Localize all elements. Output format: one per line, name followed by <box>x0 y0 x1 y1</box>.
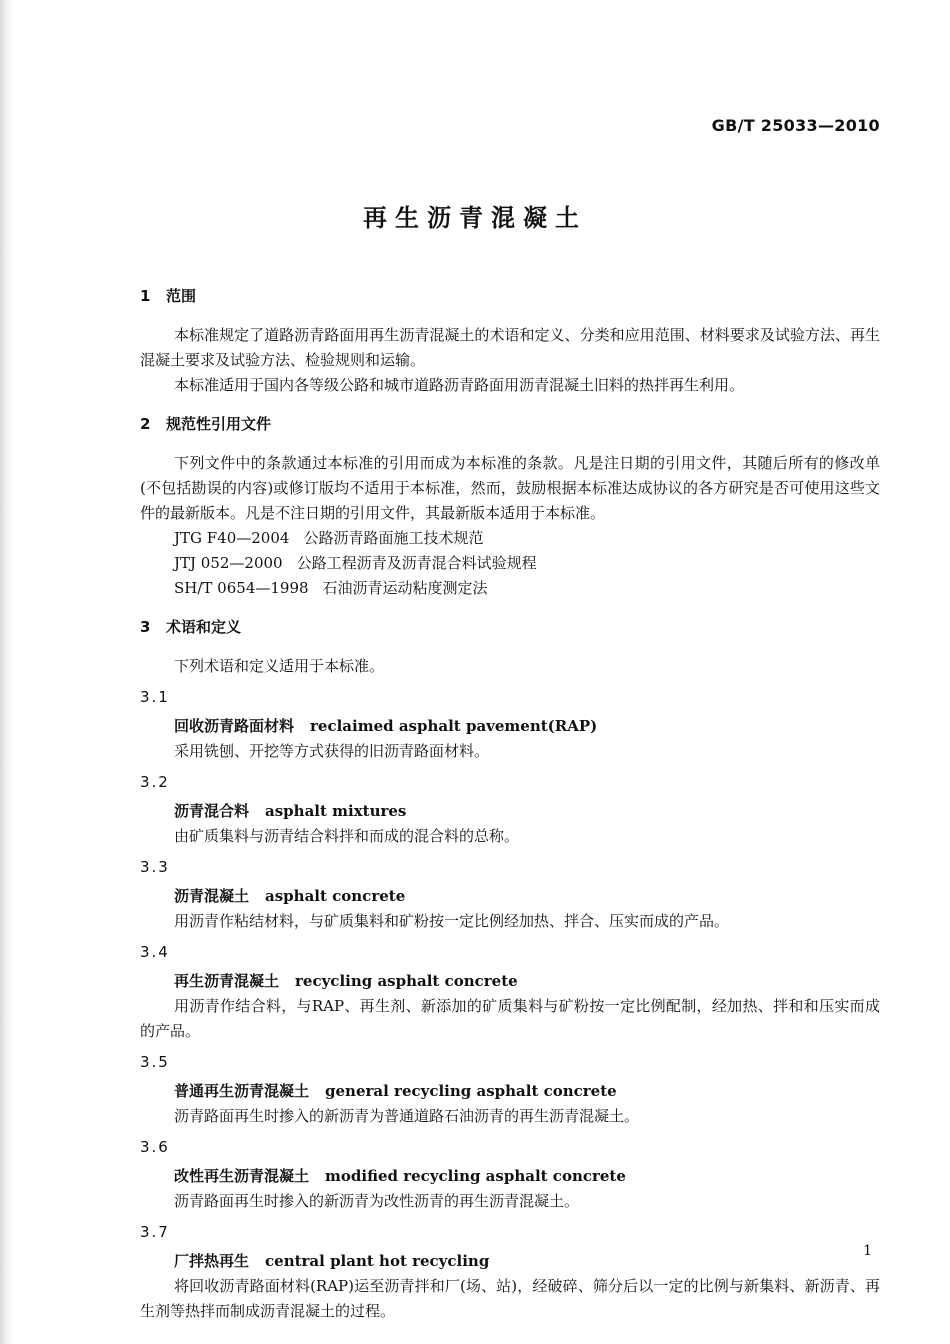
reference-name: 公路工程沥青及沥青混合料试验规程 <box>296 554 537 572</box>
section-1-heading <box>140 284 880 309</box>
term-name-en: asphalt mixtures <box>265 802 407 820</box>
term-name <box>140 884 880 909</box>
reference-item <box>140 551 880 576</box>
term-definition: 采用铣刨、开挖等方式获得的旧沥青路面材料。 <box>174 742 490 760</box>
term-number: 3.7 <box>140 1223 170 1241</box>
term-name <box>140 799 880 824</box>
term-number: 3.4 <box>140 943 170 961</box>
term-name-en: recycling asphalt concrete <box>295 972 518 990</box>
section-number: 1 <box>140 287 151 305</box>
term-name-en: reclaimed asphalt pavement(RAP) <box>310 717 598 735</box>
term-definition: 用沥青作粘结材料，与矿质集料和矿粉按一定比例经加热、拌合、压实而成的产品。 <box>174 912 730 930</box>
term-definition: 沥青路面再生时掺入的新沥青为普通道路石油沥青的再生沥青混凝土。 <box>174 1107 640 1125</box>
term-name-cn: 回收沥青路面材料 <box>174 717 295 735</box>
paragraph: 下列术语和定义适用于本标准。 <box>174 657 385 675</box>
term-name-cn: 改性再生沥青混凝土 <box>174 1167 310 1185</box>
document-body <box>140 270 880 1324</box>
section-3-heading <box>140 615 880 640</box>
term-name <box>140 1079 880 1104</box>
term-number: 3.3 <box>140 858 170 876</box>
term-name <box>140 969 880 994</box>
term-number: 3.5 <box>140 1053 170 1071</box>
term-name-cn: 沥青混合料 <box>174 802 250 820</box>
term-definition: 沥青路面再生时掺入的新沥青为改性沥青的再生沥青混凝土。 <box>174 1192 580 1210</box>
term-definition: 将回收沥青路面材料(RAP)运至沥青拌和厂(场、站)，经破碎、筛分后以一定的比例与新集料、新沥青、再生剂等热拌而制成沥青混凝土的过程。 <box>140 1277 880 1320</box>
term-name-en: asphalt concrete <box>265 887 406 905</box>
term-number: 3.2 <box>140 773 170 791</box>
section-title: 术语和定义 <box>166 618 242 636</box>
section-title: 规范性引用文件 <box>166 415 272 433</box>
term-name-en: general recycling asphalt concrete <box>325 1082 617 1100</box>
term-number: 3.6 <box>140 1138 170 1156</box>
term-name-cn: 再生沥青混凝土 <box>174 972 280 990</box>
reference-code: JTJ 052—2000 <box>174 554 283 572</box>
term-name <box>140 1249 880 1274</box>
term-number: 3.1 <box>140 688 170 706</box>
reference-item <box>140 526 880 551</box>
paragraph: 本标准适用于国内各等级公路和城市道路沥青路面用沥青混凝土旧料的热拌再生利用。 <box>174 376 745 394</box>
term-name-cn: 普通再生沥青混凝土 <box>174 1082 310 1100</box>
section-number: 2 <box>140 415 151 433</box>
section-title: 范围 <box>166 287 197 305</box>
term-definition: 由矿质集料与沥青结合料拌和而成的混合料的总称。 <box>174 827 520 845</box>
document-title: 再生沥青混凝土 <box>363 204 587 232</box>
reference-code: JTG F40—2004 <box>174 529 290 547</box>
reference-name: 石油沥青运动粘度测定法 <box>322 579 488 597</box>
reference-name: 公路沥青路面施工技术规范 <box>303 529 484 547</box>
page-number: 1 <box>863 1243 872 1259</box>
term-name-cn: 沥青混凝土 <box>174 887 250 905</box>
reference-code: SH/T 0654—1998 <box>174 579 309 597</box>
paragraph: 下列文件中的条款通过本标准的引用而成为本标准的条款。凡是注日期的引用文件，其随后所有的修改单(不包括勘误的内容)或修订版均不适用于本标准，然而，鼓励根据本标准达成协议的各方研究是否可使用这些文件的最新版本。凡是不注日期的引用文件，其最新版本适用于本标准。 <box>140 454 880 522</box>
section-2-heading <box>140 412 880 437</box>
term-name <box>140 1164 880 1189</box>
term-name-en: modified recycling asphalt concrete <box>325 1167 626 1185</box>
term-name <box>140 714 880 739</box>
section-number: 3 <box>140 618 151 636</box>
paragraph: 本标准规定了道路沥青路面用再生沥青混凝土的术语和定义、分类和应用范围、材料要求及试验方法、再生混凝土要求及试验方法、检验规则和运输。 <box>140 326 880 369</box>
reference-item <box>140 576 880 601</box>
term-name-cn: 厂拌热再生 <box>174 1252 250 1270</box>
standard-code: GB/T 25033—2010 <box>711 116 880 135</box>
term-definition: 用沥青作结合料，与RAP、再生剂、新添加的矿质集料与矿粉按一定比例配制，经加热、拌和和压实而成的产品。 <box>140 997 880 1040</box>
term-name-en: central plant hot recycling <box>265 1252 490 1270</box>
